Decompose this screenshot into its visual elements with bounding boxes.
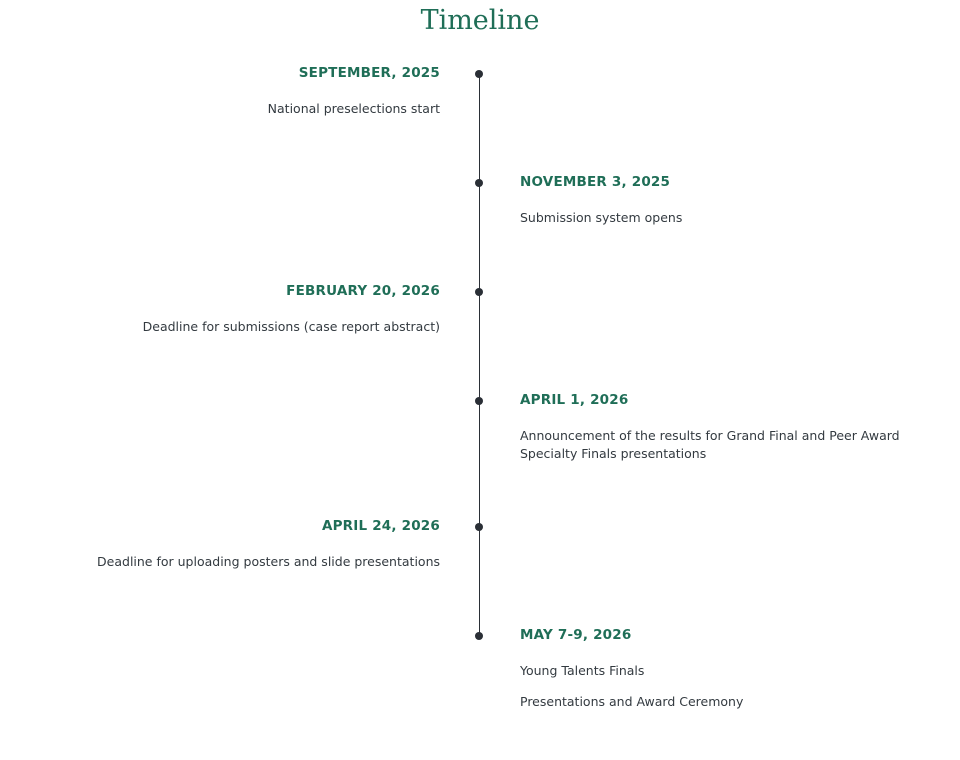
timeline-line — [479, 73, 481, 636]
event-description: Young Talents Finals — [520, 663, 645, 678]
event-description: National preselections start — [267, 101, 440, 116]
event-description: Deadline for uploading posters and slide presentations — [97, 554, 440, 569]
timeline-event — [143, 282, 440, 336]
event-description: Presentations and Award Ceremony — [520, 694, 744, 709]
timeline-dot — [475, 70, 483, 78]
event-date: APRIL 1, 2026 — [520, 392, 629, 408]
event-date: APRIL 24, 2026 — [321, 518, 440, 534]
timeline-dot — [475, 397, 483, 405]
timeline-dot — [475, 288, 483, 296]
event-description: Deadline for submissions (case report abstract) — [142, 319, 440, 334]
event-description: Announcement of the results for Grand Final and Peer Award Specialty Finals presentations — [520, 428, 900, 461]
timeline-dot — [475, 179, 483, 187]
event-date: SEPTEMBER, 2025 — [298, 65, 440, 81]
timeline-event — [520, 391, 940, 463]
timeline-event — [97, 517, 440, 571]
timeline-event — [268, 64, 440, 118]
page-title: Timeline — [420, 5, 540, 36]
timeline-event — [520, 626, 940, 711]
timeline-event — [520, 173, 940, 227]
event-date: NOVEMBER 3, 2025 — [520, 174, 671, 190]
timeline-dot — [475, 632, 483, 640]
timeline-dot — [475, 523, 483, 531]
event-date: MAY 7-9, 2026 — [520, 627, 632, 643]
event-description: Submission system opens — [520, 210, 683, 225]
event-date: FEBRUARY 20, 2026 — [286, 283, 440, 299]
